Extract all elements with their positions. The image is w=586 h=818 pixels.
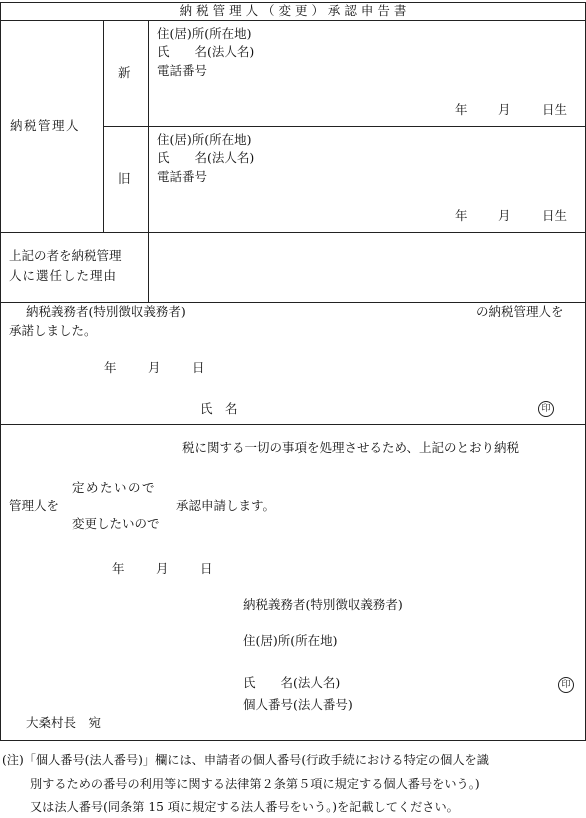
divider-reason-acceptance xyxy=(0,302,586,303)
acceptance-month: 月 xyxy=(148,360,161,375)
border-bottom xyxy=(0,740,586,741)
application-month: 月 xyxy=(156,561,169,576)
application-prefix: 管理人を xyxy=(9,498,60,513)
application-number-label: 個人番号(法人番号) xyxy=(243,697,353,712)
col-divider-1 xyxy=(103,20,104,232)
old-birth-month: 月 xyxy=(498,208,511,223)
divider-new-old xyxy=(103,126,586,127)
acceptance-seal: 印 xyxy=(538,401,554,417)
old-birth-year: 年 xyxy=(455,208,468,223)
application-name-label: 氏 名(法人名) xyxy=(243,675,341,690)
new-birth-day: 日生 xyxy=(542,102,568,117)
application-seal: 印 xyxy=(558,677,574,693)
old-address-label: 住(居)所(所在地) xyxy=(157,132,252,147)
old-label: 旧 xyxy=(118,171,131,186)
application-year: 年 xyxy=(112,561,125,576)
title-underline xyxy=(0,20,586,21)
form-title: 納 税 管 理 人 （ 変 更 ） 承 認 申 告 書 xyxy=(179,3,407,18)
old-name-label: 氏 名(法人名) xyxy=(157,150,255,165)
application-address-label: 住(居)所(所在地) xyxy=(243,633,338,648)
acceptance-year: 年 xyxy=(104,360,117,375)
new-phone-label: 電話番号 xyxy=(157,63,208,78)
old-birth-day: 日生 xyxy=(542,208,568,223)
application-suffix: 承認申請します。 xyxy=(176,498,276,513)
acceptance-day: 日 xyxy=(192,360,205,375)
application-line1: 税に関する一切の事項を処理させるため、上記のとおり納税 xyxy=(182,440,520,455)
manager-label: 納税管理人 xyxy=(10,118,81,133)
application-day: 日 xyxy=(200,561,213,576)
acceptance-suffix: の納税管理人を xyxy=(476,304,564,319)
application-taxpayer: 納税義務者(特別徴収義務者) xyxy=(243,597,403,612)
new-name-label: 氏 名(法人名) xyxy=(157,44,255,59)
new-address-label: 住(居)所(所在地) xyxy=(157,26,252,41)
new-label: 新 xyxy=(118,65,131,80)
border-left xyxy=(0,2,1,740)
acceptance-taxpayer: 納税義務者(特別徴収義務者) xyxy=(26,304,186,319)
acceptance-line2: 承諾しました。 xyxy=(9,323,97,338)
application-option-define: 定めたいので xyxy=(72,480,157,495)
acceptance-name-label: 氏 名 xyxy=(200,401,238,416)
note-line3: 又は法人番号(同条第 15 項に規定する法人番号をいう。)を記載してください。 xyxy=(30,800,459,814)
new-birth-year: 年 xyxy=(455,102,468,117)
new-birth-month: 月 xyxy=(498,102,511,117)
divider-acceptance-application xyxy=(0,424,586,425)
reason-label-line1: 上記の者を納税管理 xyxy=(9,248,122,263)
application-addressee: 大桑村長 宛 xyxy=(26,715,102,730)
old-phone-label: 電話番号 xyxy=(157,169,208,184)
col-divider-2 xyxy=(148,20,149,302)
note-line1: (注)「個人番号(法人番号)」欄には、申請者の個人番号(行政手続における特定の個人を識 xyxy=(2,753,489,767)
note-line2: 別するための番号の利用等に関する法律第２条第５項に規定する個人番号をいう。) xyxy=(30,777,480,791)
application-option-change: 変更したいので xyxy=(72,516,160,531)
reason-label-line2: 人に選任した理由 xyxy=(9,268,118,283)
divider-manager-reason xyxy=(0,232,586,233)
